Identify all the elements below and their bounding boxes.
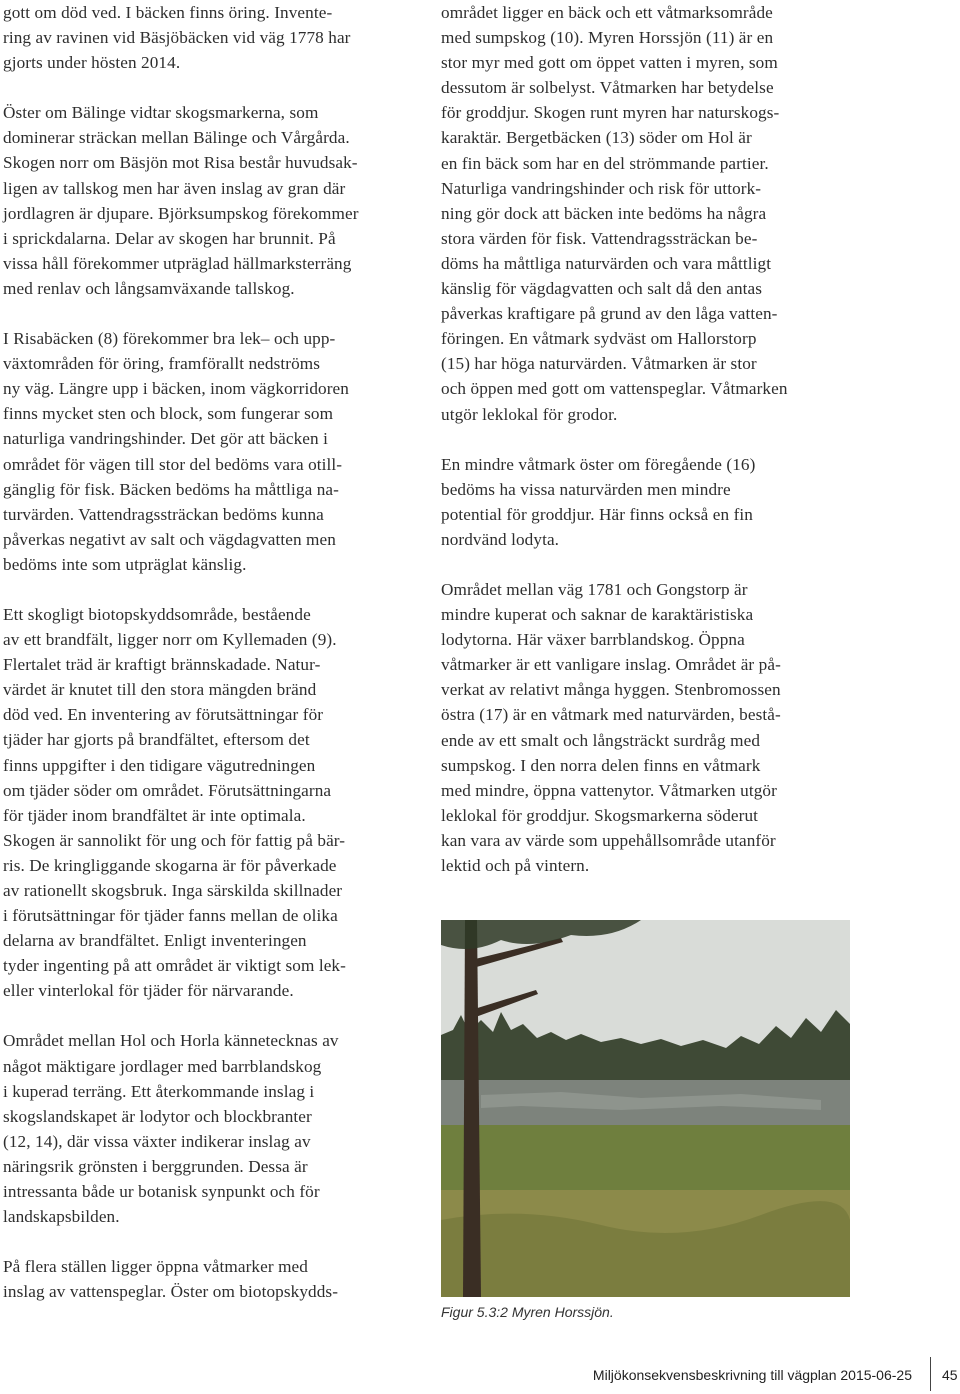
footer-document-title: Miljökonsekvensbeskrivning till vägplan 2015-06-25	[592, 1367, 912, 1383]
wetland-photo	[441, 920, 850, 1297]
body-paragraph: I Risabäcken (8) förekommer bra lek– och upp- växtområden för öring, framförallt nedströms ny väg. Längre upp i bäcken, inom vägkorridoren finns mycket sten och block, som fungerar som naturliga vandringshinder. Det gör att bäcken i området för vägen till stor del bedöms vara otill- gänglig för fisk. Bäcken bedöms ha måttliga na- turvärden. Vattendragssträckan bedöms kunna påverkas negativt av salt och vägdagvatten men bedöms inte som utpräglat känslig.	[3, 329, 349, 574]
page-number: 45	[942, 1367, 958, 1383]
body-paragraph: gott om död ved. I bäcken finns öring. Invente- ring av ravinen vid Bäsjöbäcken vid väg 1778 har gjorts under hösten 2014.	[3, 3, 351, 73]
right-column	[441, 0, 861, 878]
wetland-photo-illustration	[441, 920, 850, 1297]
body-paragraph: Öster om Bälinge vidtar skogsmarkerna, som dominerar sträckan mellan Bälinge och Vårgårda. Skogen norr om Bäsjön mot Risa består huvudsak- ligen av tallskog men har även inslag av gran där jordlagren är djupare. Björksumpskog förekommer i sprickdalarna. Delar av skogen har brunnit. På vissa håll förekommer utpräglad hällmarksterräng med renlav och långsamväxande tallskog.	[3, 103, 359, 298]
left-column	[3, 0, 415, 1304]
body-paragraph: En mindre våtmark öster om föregående (16) bedöms ha vissa naturvärden men mindre potential för groddjur. Här finns också en fin nordvänd lodyta.	[441, 454, 756, 549]
body-paragraph: På flera ställen ligger öppna våtmarker med inslag av vattenspeglar. Öster om biotopskydds-	[3, 1257, 339, 1302]
figure-caption: Figur 5.3:2 Myren Horssjön.	[441, 1304, 614, 1320]
body-paragraph: Ett skogligt biotopskyddsområde, bestående av ett brandfält, ligger norr om Kyllemaden (9). Flertalet träd är kraftigt brännskadade. Natur- värdet är knutet till den stora mängden bränd död ved. En inventering av förutsättningar för tjäder har gjorts på brandfältet, eftersom det finns uppgifter i den tidigare vägutredningen om tjäder söder om området. Förutsättningarna för tjäder inom brandfältet är inte optimala. Skogen är sannolikt för ung och för fattig på bär- ris. De kringliggande skogarna är för påverkade av rationellt skogsbruk. Inga särskilda skillnader i förutsättningar för tjäder fanns mellan de olika delarna av brandfältet. Enligt inventeringen tyder ingenting på att området är viktigt som lek- eller vinterlokal för tjäder för närvarande.	[3, 604, 346, 1001]
body-paragraph: Området mellan Hol och Horla kännetecknas av något mäktigare jordlager med barrblandskog i kuperad terräng. Ett återkommande inslag i skogslandskapet är lodytor och blockbranter (12, 14), där vissa växter indikerar inslag av näringsrik grönsten i berggrunden. Dessa är intressanta både ur botanisk synpunkt och för landskapsbilden.	[3, 1031, 339, 1227]
body-paragraph: Området mellan väg 1781 och Gongstorp är mindre kuperat och saknar de karaktäristiska lodytorna. Här växer barrblandskog. Öppna våtmarker är ett vanligare inslag. Området är på- verkat av relativt många hyggen. Stenbromossen östra (17) är en våtmark med naturvärden, bestå- ende av ett smalt och långsträckt surdråg med sumpskog. I den norra delen finns en våtmark med mindre, öppna vattenytor. Våtmarken utgör leklokal för groddjur. Skogsmarkerna söderut kan vara av värde som uppehållsområde utanför lektid och på vintern.	[441, 579, 781, 875]
footer-divider	[930, 1357, 931, 1391]
body-paragraph: området ligger en bäck och ett våtmarksområde med sumpskog (10). Myren Horssjön (11) är en stor myr med gott om öppet vatten i myren, som dessutom är solbelyst. Våtmarken har betydelse för groddjur. Skogen runt myren har naturskogs- karaktär. Bergetbäcken (13) söder om Hol är en fin bäck som har en del strömmande partier. Naturliga vandringshinder och risk för uttork- ning gör dock att bäcken inte bedöms ha några stora värden för fisk. Vattendragssträckan be- döms ha måttliga naturvärden och vara måttligt känslig för vägdagvatten och salt då den antas påverkas kraftigare på grund av den låga vatten- föringen. En våtmark sydväst om Hallorstorp (15) har höga naturvärden. Våtmarken är stor och öppen med gott om vattenspeglar. Våtmarken utgör leklokal för grodor.	[441, 3, 788, 424]
